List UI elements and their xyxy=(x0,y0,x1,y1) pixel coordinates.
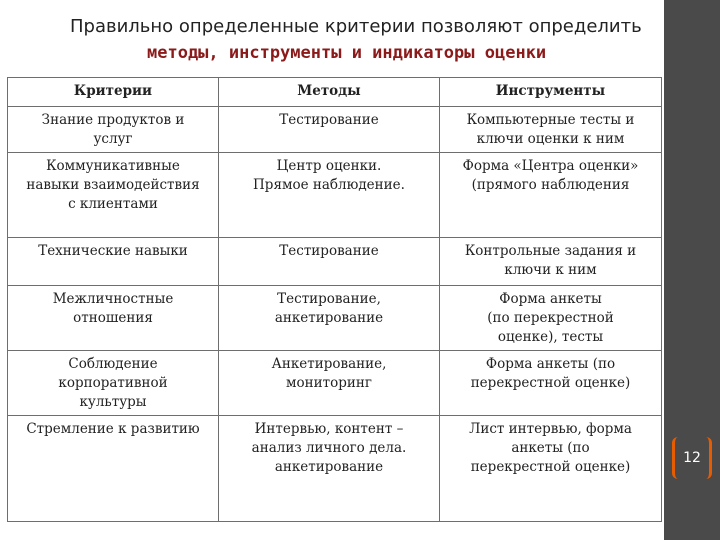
header-methods: Методы xyxy=(219,78,440,107)
criterion-cell xyxy=(8,238,219,286)
cell-line: Форма «Центра оценки» xyxy=(462,158,639,174)
cell-line: ключи к ним xyxy=(504,262,597,278)
cell-line: анкетирование xyxy=(274,310,384,326)
cell-line: Компьютерные тесты и xyxy=(466,112,635,128)
tool-cell xyxy=(440,238,661,286)
cell-line: навыки взаимодействия xyxy=(26,177,200,193)
cell-line: корпоративной xyxy=(58,375,168,391)
cell-line: перекрестной оценке) xyxy=(470,459,631,475)
cell-line: Тестирование xyxy=(279,112,379,128)
cell-line: отношения xyxy=(73,310,153,326)
cell-line: перекрестной оценке) xyxy=(470,375,631,391)
method-cell xyxy=(219,286,440,351)
cell-line: Форма анкеты xyxy=(499,291,602,307)
cell-line: Прямое наблюдение. xyxy=(253,177,405,193)
tool-cell xyxy=(440,107,661,153)
cell-line: с клиентами xyxy=(68,196,158,212)
slide-title: Правильно определенные критерии позволяют определить xyxy=(70,16,642,37)
method-cell xyxy=(219,238,440,286)
cell-line: услуг xyxy=(93,131,133,147)
criteria-table xyxy=(7,77,662,522)
cell-line: ключи оценки к ним xyxy=(476,131,625,147)
tool-cell xyxy=(440,153,661,238)
criterion-cell xyxy=(8,351,219,416)
cell-line: оценке), тесты xyxy=(497,329,604,345)
cell-line: анкеты (по xyxy=(511,440,590,456)
cell-line: Знание продуктов и xyxy=(41,112,185,128)
cell-line: (прямого наблюдения xyxy=(471,177,630,193)
method-cell xyxy=(219,416,440,521)
cell-line: (по перекрестной xyxy=(487,310,614,326)
cell-line: Стремление к развитию xyxy=(26,421,200,437)
cell-line: Соблюдение xyxy=(68,356,158,372)
cell-line: мониторинг xyxy=(286,375,372,391)
criterion-cell xyxy=(8,416,219,521)
cell-line: Лист интервью, форма xyxy=(469,421,632,437)
cell-line: Интервью, контент – xyxy=(254,421,404,437)
cell-line: Технические навыки xyxy=(38,243,188,259)
cell-line: культуры xyxy=(79,394,147,410)
slide-subtitle: методы, инструменты и индикаторы оценки xyxy=(147,43,547,63)
cell-line: Межличностные xyxy=(52,291,174,307)
cell-line: Центр оценки. xyxy=(276,158,382,174)
header-tools: Инструменты xyxy=(440,78,661,107)
method-cell xyxy=(219,107,440,153)
cell-line: Анкетирование, xyxy=(271,356,387,372)
cell-line: Тестирование xyxy=(279,243,379,259)
criterion-cell xyxy=(8,107,219,153)
tool-cell xyxy=(440,286,661,351)
cell-line: Контрольные задания и xyxy=(464,243,637,259)
slide-number: 12 xyxy=(672,437,712,479)
cell-line: анализ личного дела. xyxy=(251,440,407,456)
cell-line: Тестирование, xyxy=(277,291,381,307)
method-cell xyxy=(219,351,440,416)
method-cell xyxy=(219,153,440,238)
cell-line: Коммуникативные xyxy=(46,158,180,174)
criterion-cell xyxy=(8,286,219,351)
criterion-cell xyxy=(8,153,219,238)
tool-cell xyxy=(440,416,661,521)
tool-cell xyxy=(440,351,661,416)
header-criteria: Критерии xyxy=(8,78,219,107)
cell-line: Форма анкеты (по xyxy=(485,356,616,372)
cell-line: анкетирование xyxy=(274,459,384,475)
